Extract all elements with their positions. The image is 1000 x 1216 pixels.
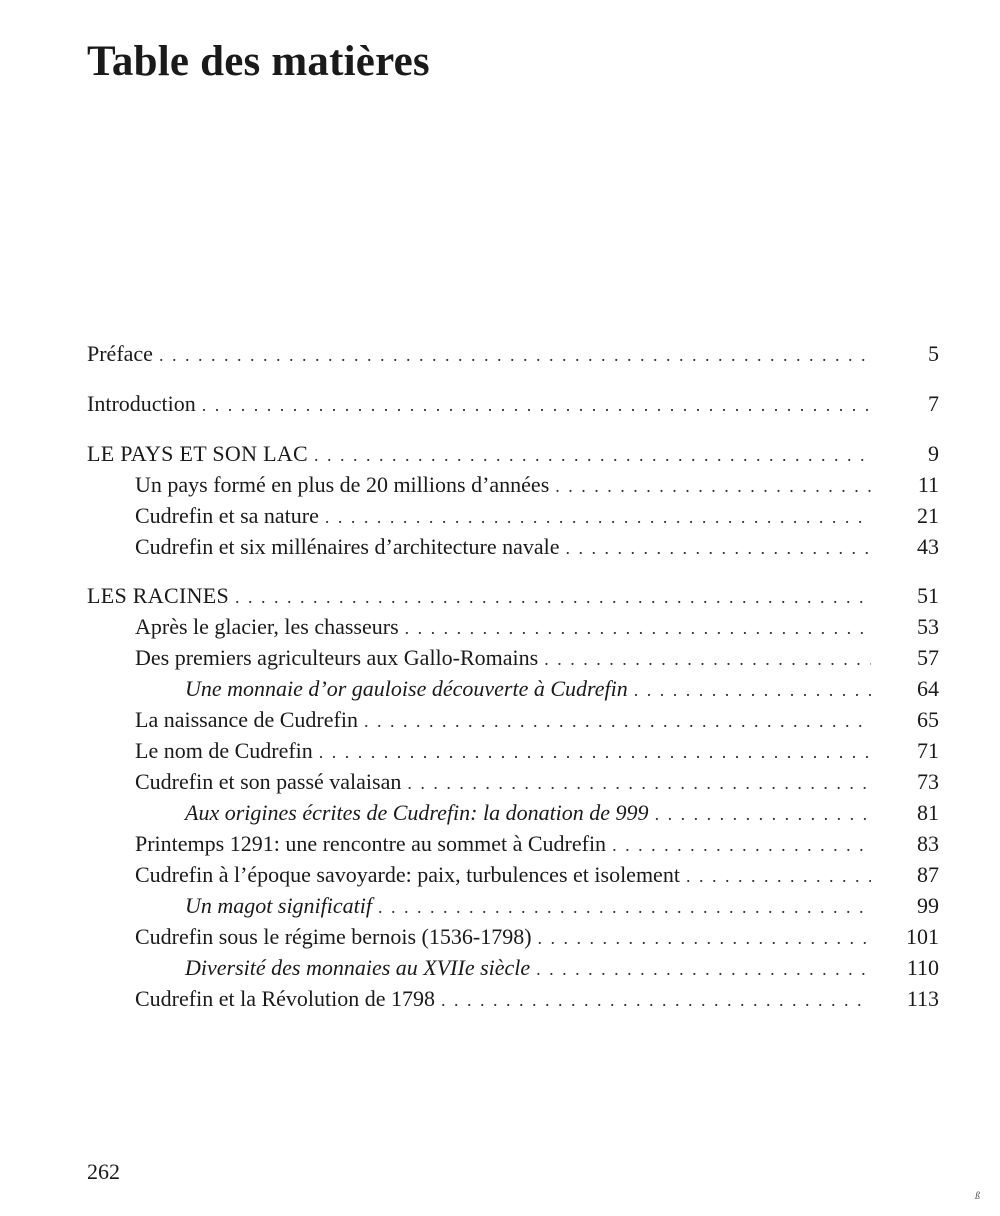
toc-entry-label: Un pays formé en plus de 20 millions d’années [135, 472, 550, 497]
toc-entry-label: Aux origines écrites de Cudrefin: la donation de 999 [185, 800, 649, 825]
toc-dot-leader [566, 533, 871, 564]
toc-entry-label: Cudrefin sous le régime bernois (1536-1798) [135, 924, 532, 949]
toc-dot-leader [544, 644, 871, 675]
toc-entry-label: Cudrefin à l’époque savoyarde: paix, turbulences et isolement [135, 862, 680, 887]
toc-entry-label: Diversité des monnaies au XVIIe siècle [185, 955, 531, 980]
toc-entry[interactable] [87, 921, 939, 952]
toc-entry-label: La naissance de Cudrefin [135, 707, 358, 732]
toc-page-number: 51 [917, 583, 939, 608]
toc-dot-leader [634, 675, 871, 706]
toc-subentry[interactable] [87, 952, 939, 983]
toc-page-number: 99 [917, 893, 939, 918]
toc-entry[interactable] [87, 469, 939, 500]
toc-dot-leader [407, 768, 871, 799]
toc-entry-label: Cudrefin et son passé valaisan [135, 769, 402, 794]
toc-entry-introduction[interactable] [87, 388, 939, 419]
toc-entry-label: Cudrefin et sa nature [135, 503, 319, 528]
toc-subentry[interactable] [87, 797, 939, 828]
toc-page-number: 83 [917, 831, 939, 856]
toc-page-number: 53 [917, 614, 939, 639]
toc-entry-label: LE PAYS ET SON LAC [87, 441, 308, 466]
toc-dot-leader [235, 582, 871, 613]
toc-page-number: 57 [917, 645, 939, 670]
toc-page-number: 7 [928, 391, 939, 416]
toc-page-number: 101 [906, 924, 939, 949]
toc-dot-leader [159, 340, 871, 371]
toc-section-heading[interactable] [87, 438, 939, 469]
toc-entry[interactable] [87, 611, 939, 642]
toc-page-number: 65 [917, 707, 939, 732]
toc-entry[interactable] [87, 859, 939, 890]
toc-entry[interactable] [87, 500, 939, 531]
toc-entry[interactable] [87, 828, 939, 859]
toc-section-racines [87, 580, 939, 1014]
toc-dot-leader [441, 985, 871, 1016]
toc-page-number: 87 [917, 862, 939, 887]
toc-dot-leader [536, 954, 871, 985]
toc-dot-leader [202, 390, 871, 421]
toc-page-number: 11 [917, 472, 939, 497]
toc-page-number: 5 [928, 341, 939, 366]
toc-dot-leader [686, 861, 871, 892]
toc-section-pays [87, 438, 939, 562]
toc-entry-label: Introduction [87, 391, 196, 416]
toc-subentry[interactable] [87, 673, 939, 704]
toc-entry-label: Un magot significatif [185, 893, 372, 918]
toc-entry-label: Printemps 1291: une rencontre au sommet à Cudrefin [135, 831, 607, 856]
toc-page-number: 110 [906, 955, 939, 980]
toc-dot-leader [405, 613, 871, 644]
toc-entry-label: Préface [87, 341, 153, 366]
toc-dot-leader [538, 923, 871, 954]
toc-page-number: 81 [917, 800, 939, 825]
toc-entry[interactable] [87, 531, 939, 562]
toc-dot-leader [612, 830, 871, 861]
toc-page-number: 64 [917, 676, 939, 701]
toc-page-number: 9 [928, 441, 939, 466]
toc-entry-label: LES RACINES [87, 583, 230, 608]
toc-entry-label: Le nom de Cudrefin [135, 738, 313, 763]
toc-entry[interactable] [87, 983, 939, 1014]
toc-dot-leader [378, 892, 871, 923]
table-of-contents [87, 338, 939, 1014]
toc-subentry[interactable] [87, 890, 939, 921]
toc-entry-label: Une monnaie d’or gauloise découverte à Cudrefin [185, 676, 628, 701]
toc-entry[interactable] [87, 766, 939, 797]
toc-entry[interactable] [87, 735, 939, 766]
toc-entry-label: Après le glacier, les chasseurs [135, 614, 399, 639]
toc-dot-leader [319, 737, 871, 768]
page-title: Table des matières [87, 38, 430, 85]
toc-dot-leader [325, 502, 871, 533]
toc-entry-label: Des premiers agriculteurs aux Gallo-Romains [135, 645, 539, 670]
toc-entry-preface[interactable] [87, 338, 939, 369]
toc-section-heading[interactable] [87, 580, 939, 611]
toc-entry-label: Cudrefin et six millénaires d’architecture navale [135, 534, 560, 559]
toc-entry-label: Cudrefin et la Révolution de 1798 [135, 986, 435, 1011]
page-number: 262 [87, 1159, 120, 1184]
toc-page-number: 21 [917, 503, 939, 528]
toc-dot-leader [364, 706, 871, 737]
toc-entry[interactable] [87, 642, 939, 673]
corner-mark: ß [975, 1191, 980, 1202]
toc-dot-leader [555, 471, 871, 502]
toc-dot-leader [655, 799, 871, 830]
toc-dot-leader [314, 440, 871, 471]
toc-page-number: 71 [917, 738, 939, 763]
toc-page-number: 43 [917, 534, 939, 559]
toc-page-number: 113 [906, 986, 939, 1011]
toc-page-number: 73 [917, 769, 939, 794]
toc-entry[interactable] [87, 704, 939, 735]
